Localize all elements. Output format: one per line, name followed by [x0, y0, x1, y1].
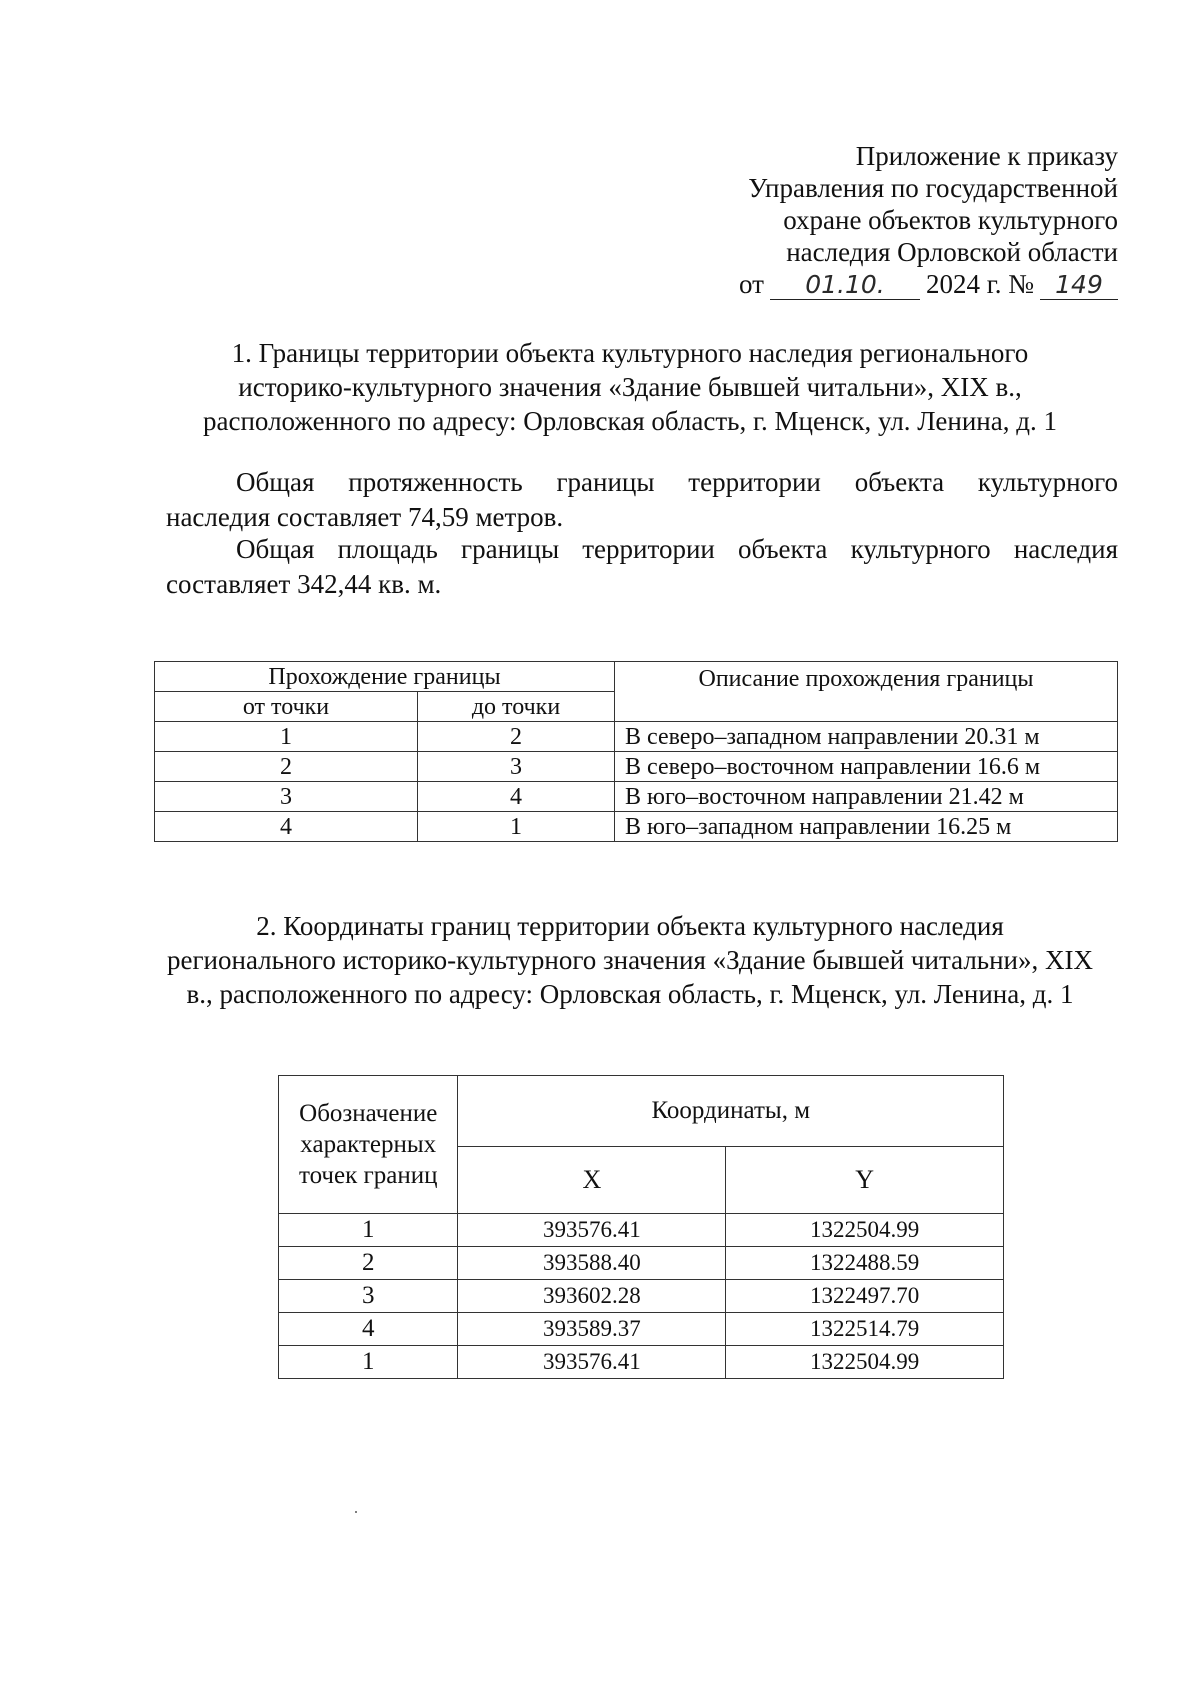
table-row [155, 782, 1118, 812]
cell-x: 393602.28 [458, 1280, 726, 1313]
table-row [155, 722, 1118, 752]
table-row [155, 752, 1118, 782]
cell-description: В юго–западном направлении 16.25 м [615, 812, 1118, 842]
cell-from: 3 [155, 782, 418, 812]
paragraph-line: Общая площадь границы территории объекта культурного наследия [236, 534, 1118, 564]
table-row [155, 812, 1118, 842]
column-header-from: от точки [155, 692, 418, 722]
handwritten-order-number: 149 [1040, 271, 1118, 300]
header-line: охране объектов культурного [783, 205, 1118, 235]
heading-line: регионального историко-культурного значения «Здание бывшей читальни», XIX [167, 945, 1093, 975]
perimeter-paragraph [166, 465, 1118, 535]
area-paragraph [166, 532, 1118, 602]
cell-point: 4 [279, 1313, 458, 1346]
header-line: Приложение к приказу [855, 141, 1118, 171]
column-header-y: Y [726, 1147, 1004, 1214]
paragraph-line: наследия составляет 74,59 метров. [166, 502, 564, 532]
cell-x: 393588.40 [458, 1247, 726, 1280]
column-group-header: Прохождение границы [155, 662, 615, 692]
section1-heading [140, 336, 1120, 438]
cell-point: 1 [279, 1346, 458, 1379]
cell-description: В северо–западном направлении 20.31 м [615, 722, 1118, 752]
table-row [279, 1214, 1004, 1247]
date-prefix: от [739, 269, 764, 299]
cell-to: 4 [418, 782, 615, 812]
cell-description: В юго–восточном направлении 21.42 м [615, 782, 1118, 812]
table-row [279, 1247, 1004, 1280]
table-header-row [279, 1076, 1004, 1147]
cell-from: 4 [155, 812, 418, 842]
heading-line: историко-культурного значения «Здание бывшей читальни», XIX в., [238, 372, 1022, 402]
cell-to: 3 [418, 752, 615, 782]
heading-line: 2. Координаты границ территории объекта культурного наследия [256, 911, 1004, 941]
heading-line: расположенного по адресу: Орловская область, г. Мценск, ул. Ленина, д. 1 [203, 406, 1057, 436]
table-row [279, 1280, 1004, 1313]
cell-y: 1322497.70 [726, 1280, 1004, 1313]
cell-x: 393576.41 [458, 1346, 726, 1379]
cell-to: 1 [418, 812, 615, 842]
cell-from: 1 [155, 722, 418, 752]
column-header-x: X [458, 1147, 726, 1214]
year-and-number-label: 2024 г. № [925, 269, 1034, 299]
handwritten-date: 01.10. [770, 271, 920, 300]
cell-to: 2 [418, 722, 615, 752]
column-header-to: до точки [418, 692, 615, 722]
paragraph-line: составляет 342,44 кв. м. [166, 569, 442, 599]
heading-line: 1. Границы территории объекта культурного наследия регионального [231, 338, 1029, 368]
heading-line: в., расположенного по адресу: Орловская область, г. Мценск, ул. Ленина, д. 1 [186, 979, 1074, 1009]
cell-y: 1322488.59 [726, 1247, 1004, 1280]
header-line: наследия Орловской области [786, 237, 1118, 267]
cell-point: 1 [279, 1214, 458, 1247]
cell-x: 393576.41 [458, 1214, 726, 1247]
cell-y: 1322504.99 [726, 1214, 1004, 1247]
cell-from: 2 [155, 752, 418, 782]
coordinates-table [278, 1075, 1004, 1379]
cell-x: 393589.37 [458, 1313, 726, 1346]
column-group-header-coordinates: Координаты, м [458, 1076, 1004, 1147]
section2-heading [140, 909, 1120, 1011]
cell-point: 2 [279, 1247, 458, 1280]
header-line: Управления по государственной [748, 173, 1118, 203]
column-header-point-label: Обозначение характерных точек границ [279, 1076, 458, 1214]
paragraph-line: Общая протяженность границы территории объекта культурного [236, 467, 1118, 497]
table-row [279, 1346, 1004, 1379]
cell-y: 1322514.79 [726, 1313, 1004, 1346]
cell-y: 1322504.99 [726, 1346, 1004, 1379]
column-header-description: Описание прохождения границы [615, 662, 1118, 722]
order-date-line [640, 268, 1118, 300]
appendix-header [640, 140, 1118, 300]
table-row [279, 1313, 1004, 1346]
cell-point: 3 [279, 1280, 458, 1313]
cell-description: В северо–восточном направлении 16.6 м [615, 752, 1118, 782]
table-header-row [155, 662, 1118, 692]
boundary-passage-table [154, 661, 1118, 842]
scan-speck [355, 1511, 357, 1513]
